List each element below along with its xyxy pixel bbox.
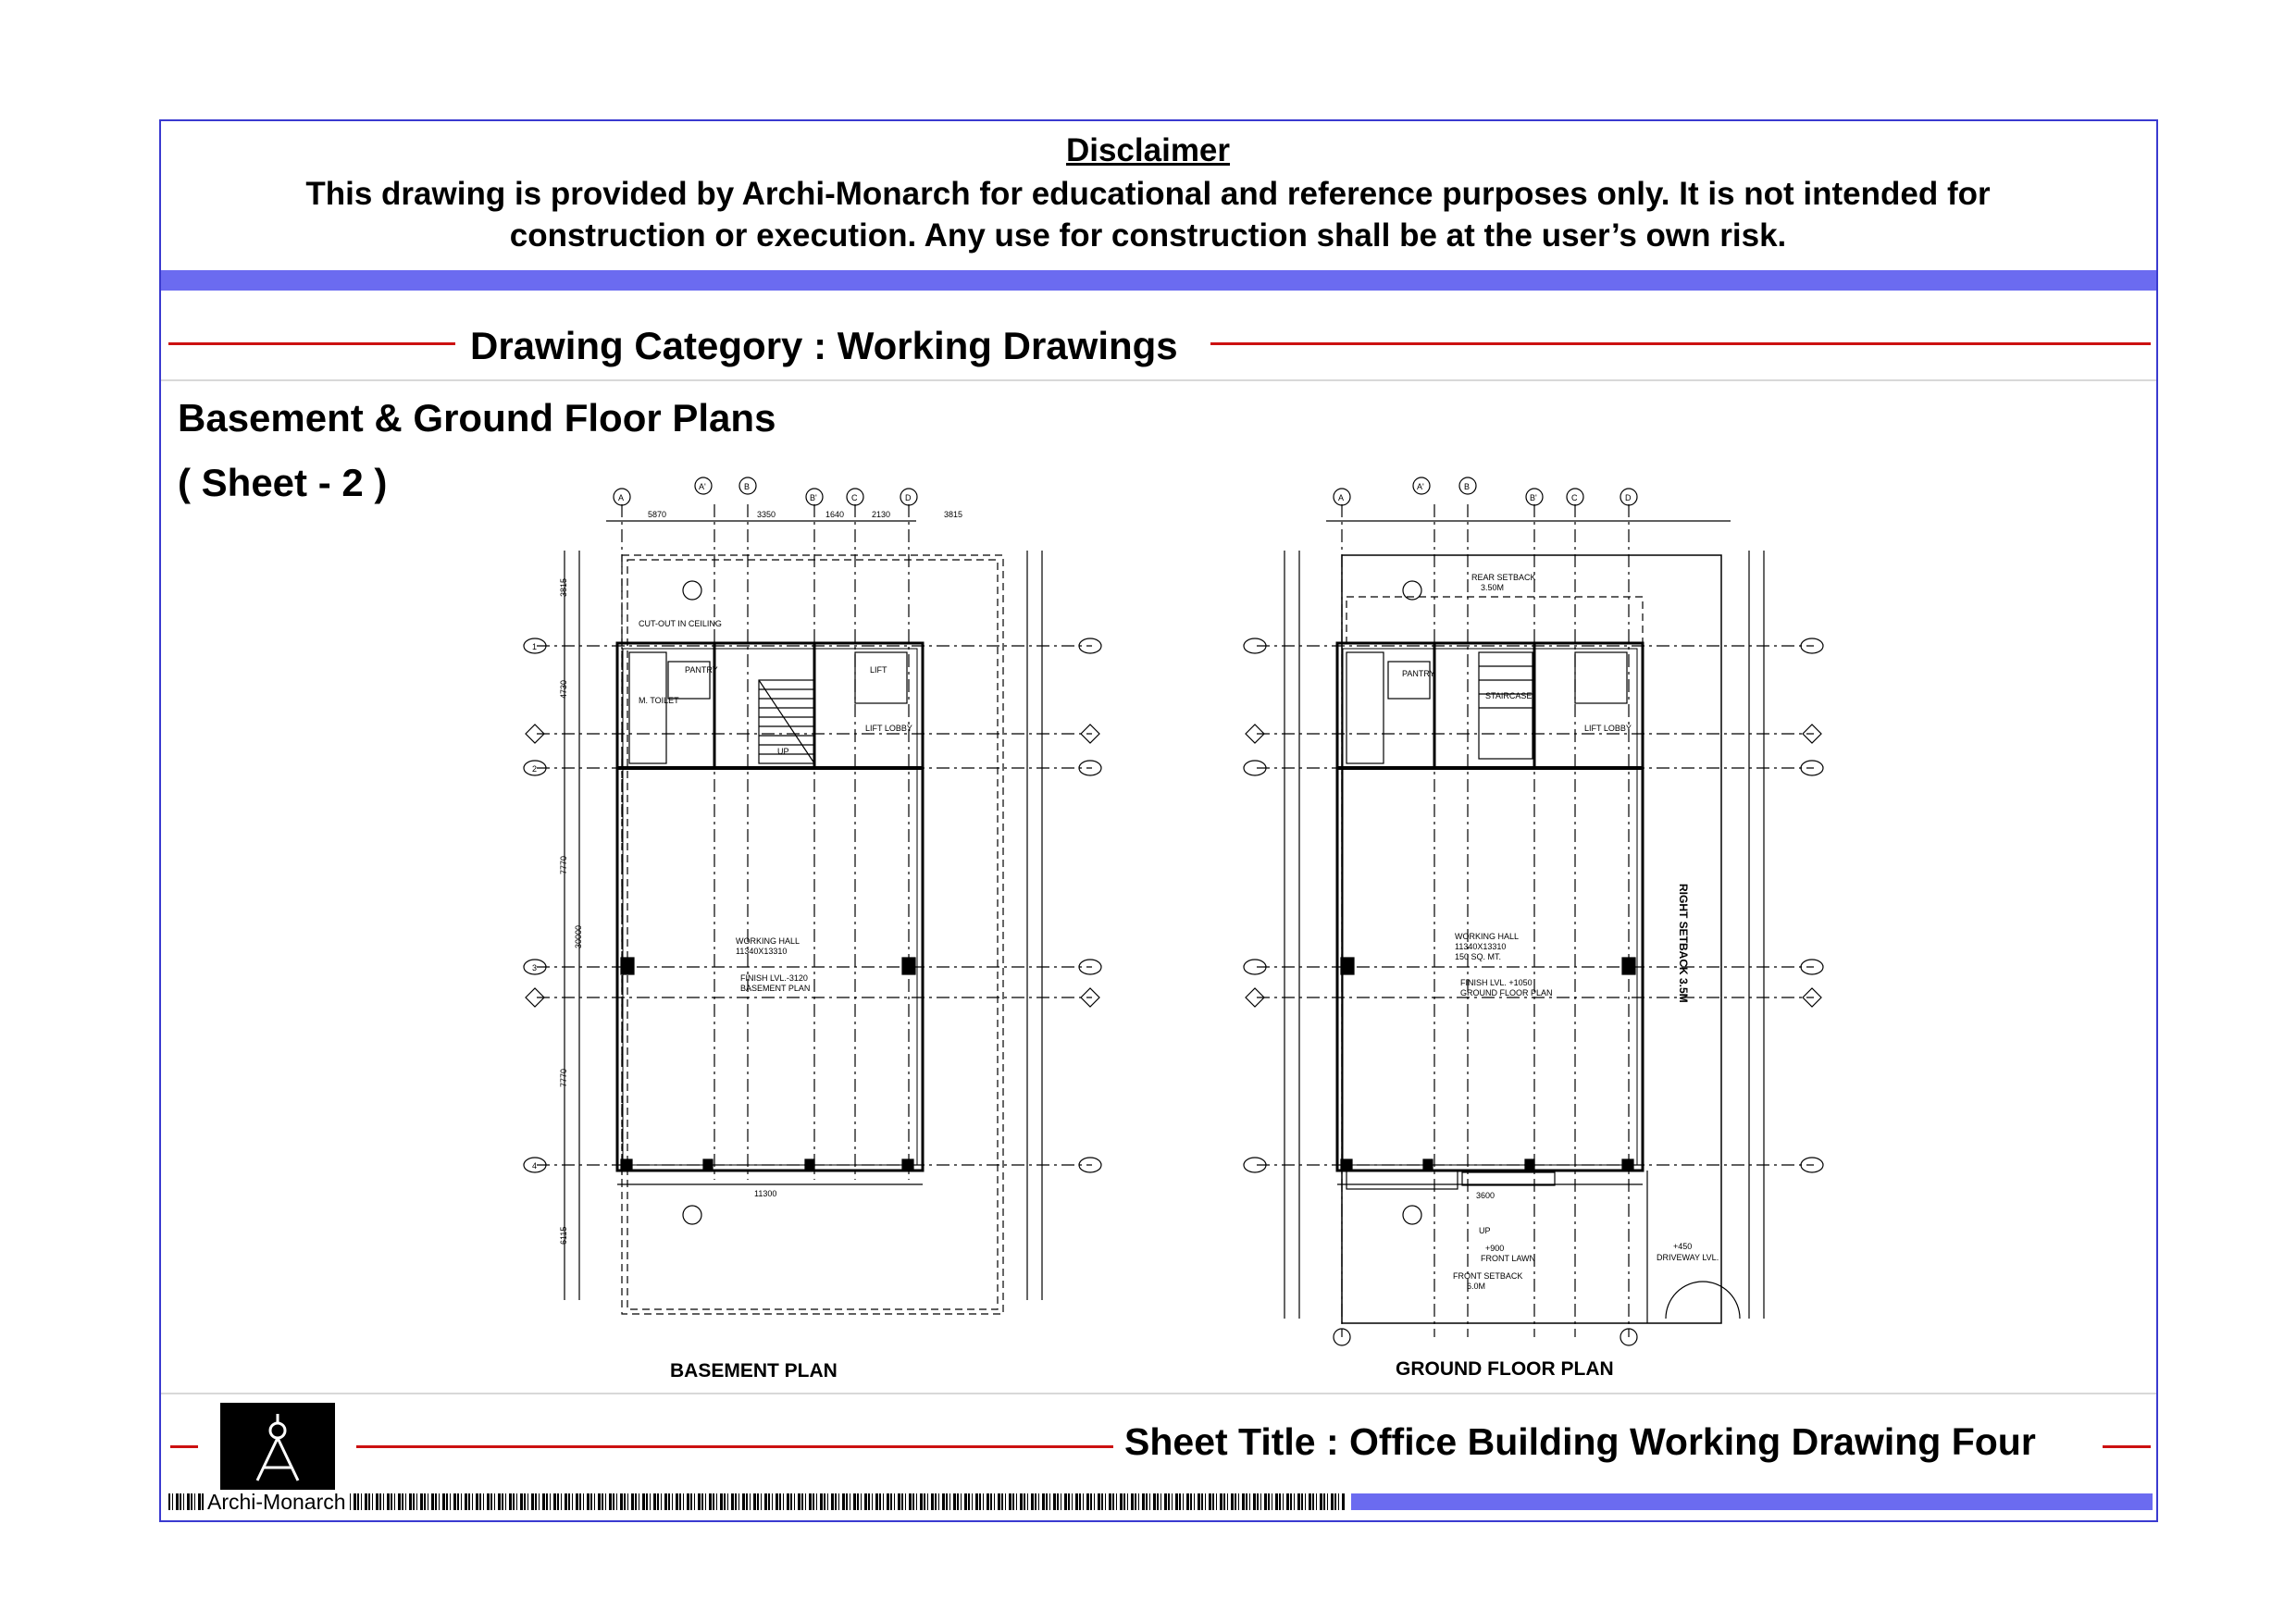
grid-col-b2: B': [810, 493, 817, 502]
grid-col-c: C: [851, 493, 858, 502]
dim-side-4: 7770: [559, 1068, 568, 1087]
dim-top-1: 5870: [648, 510, 667, 519]
sheet-title: Sheet Title : Office Building Working Drawing Four: [1124, 1420, 2036, 1463]
archi-monarch-logo: [220, 1403, 335, 1492]
g-room-size: 11340X13310: [1455, 942, 1507, 951]
dim-top-3: 1640: [825, 510, 845, 519]
basement-finish-sub: BASEMENT PLAN: [740, 984, 811, 993]
footer-divider: [161, 1393, 2156, 1394]
g-lawn: FRONT LAWN: [1481, 1254, 1536, 1263]
dim-side-5: 6115: [559, 1226, 568, 1245]
grid-row-3: 3: [532, 963, 538, 973]
rule-right: [1210, 342, 2151, 345]
basement-cutout: CUT-OUT IN CEILING: [639, 619, 722, 628]
g-grid-col-d: D: [1625, 493, 1632, 502]
dim-total: 30000: [574, 924, 583, 948]
grid-col-a2: A': [699, 482, 706, 491]
g-room-name-main: WORKING HALL: [1455, 932, 1520, 941]
disclaimer-title: Disclaimer: [1065, 132, 1231, 168]
basement-room-size: 11340X13310: [736, 947, 788, 956]
g-driveway-lvl: +450: [1673, 1242, 1693, 1251]
g-finish-sub: GROUND FLOOR PLAN: [1460, 988, 1553, 997]
floor-plans-drawing: [509, 467, 1842, 1379]
section-title: Basement & Ground Floor Plans: [178, 396, 776, 440]
basement-bottom-dim: 11300: [754, 1189, 777, 1198]
g-driveway: DRIVEWAY LVL.: [1657, 1253, 1719, 1262]
sheet-number: ( Sheet - 2 ): [178, 461, 388, 504]
divider: [161, 379, 2156, 381]
g-up: UP: [1479, 1226, 1491, 1235]
grid-col-b: B: [744, 482, 751, 491]
compass-icon: [220, 1403, 335, 1492]
dim-side-1: 3815: [559, 577, 568, 597]
g-front-setback: FRONT SETBACK: [1453, 1271, 1523, 1281]
g-grid-col-a2: A': [1417, 482, 1424, 491]
basement-lift-lobby: LIFT LOBBY: [865, 724, 912, 733]
basement-lift: LIFT: [870, 665, 887, 675]
disclaimer-body: This drawing is provided by Archi-Monarch for educational and reference purposes only. It is not intended for construction or execution. Any use for construction shall be at the user’s own risk.: [305, 176, 1991, 254]
basement-plan: [524, 477, 1101, 1314]
g-grid-col-b: B: [1464, 482, 1471, 491]
g-pantry: PANTRY: [1402, 669, 1435, 678]
dim-side-3: 7770: [559, 855, 568, 874]
g-rear-setback: REAR SETBACK: [1471, 573, 1536, 582]
accent-bar-top: [161, 270, 2156, 291]
g-bottom-dim: 3600: [1476, 1191, 1496, 1200]
g-front-setback-val: 6.0M: [1467, 1282, 1486, 1291]
brand-name: Archi-Monarch: [207, 1490, 346, 1514]
footer-rule-left: [170, 1445, 198, 1448]
basement-room-name: WORKING HALL: [736, 936, 800, 946]
basement-finish: FINISH LVL.-3120: [740, 973, 808, 983]
basement-toilet: M. TOILET: [639, 696, 679, 705]
g-finish: FINISH LVL. +1050: [1460, 978, 1533, 987]
grid-col-d: D: [905, 493, 912, 502]
drawing-category: Drawing Category : Working Drawings: [470, 324, 1178, 367]
grid-col-a: A: [618, 493, 625, 502]
dim-side-2: 4730: [559, 679, 568, 699]
g-grid-col-c: C: [1571, 493, 1578, 502]
grid-row-4: 4: [532, 1161, 538, 1171]
g-room-area: 150 SQ. MT.: [1455, 952, 1502, 961]
grid-row-1: 1: [532, 642, 538, 651]
g-right-setback: RIGHT SETBACK 3.5M: [1677, 884, 1690, 1003]
g-grid-col-a: A: [1338, 493, 1345, 502]
grid-row-2: 2: [532, 764, 538, 774]
footer-rule-middle: [356, 1445, 1113, 1448]
dim-top-5: 3815: [944, 510, 963, 519]
g-rear-setback-val: 3.50M: [1481, 583, 1505, 592]
dim-top-4: 2130: [872, 510, 891, 519]
g-grid-col-b2: B': [1530, 493, 1537, 502]
basement-plan-label: BASEMENT PLAN: [670, 1360, 838, 1381]
dim-top-2: 3350: [757, 510, 776, 519]
g-lift-lobby: LIFT LOBBY: [1584, 724, 1632, 733]
basement-pantry: PANTRY: [685, 665, 718, 675]
ground-floor-plan-label: GROUND FLOOR PLAN: [1396, 1358, 1614, 1380]
accent-bar-bottom: [1351, 1493, 2153, 1510]
rule-left: [168, 342, 455, 345]
g-lawn-lvl: +900: [1485, 1244, 1505, 1253]
ground-floor-plan: [1244, 477, 1823, 1345]
g-staircase: STAIRCASE: [1485, 691, 1533, 700]
basement-up: UP: [777, 747, 789, 756]
footer-rule-right: [2103, 1445, 2151, 1448]
